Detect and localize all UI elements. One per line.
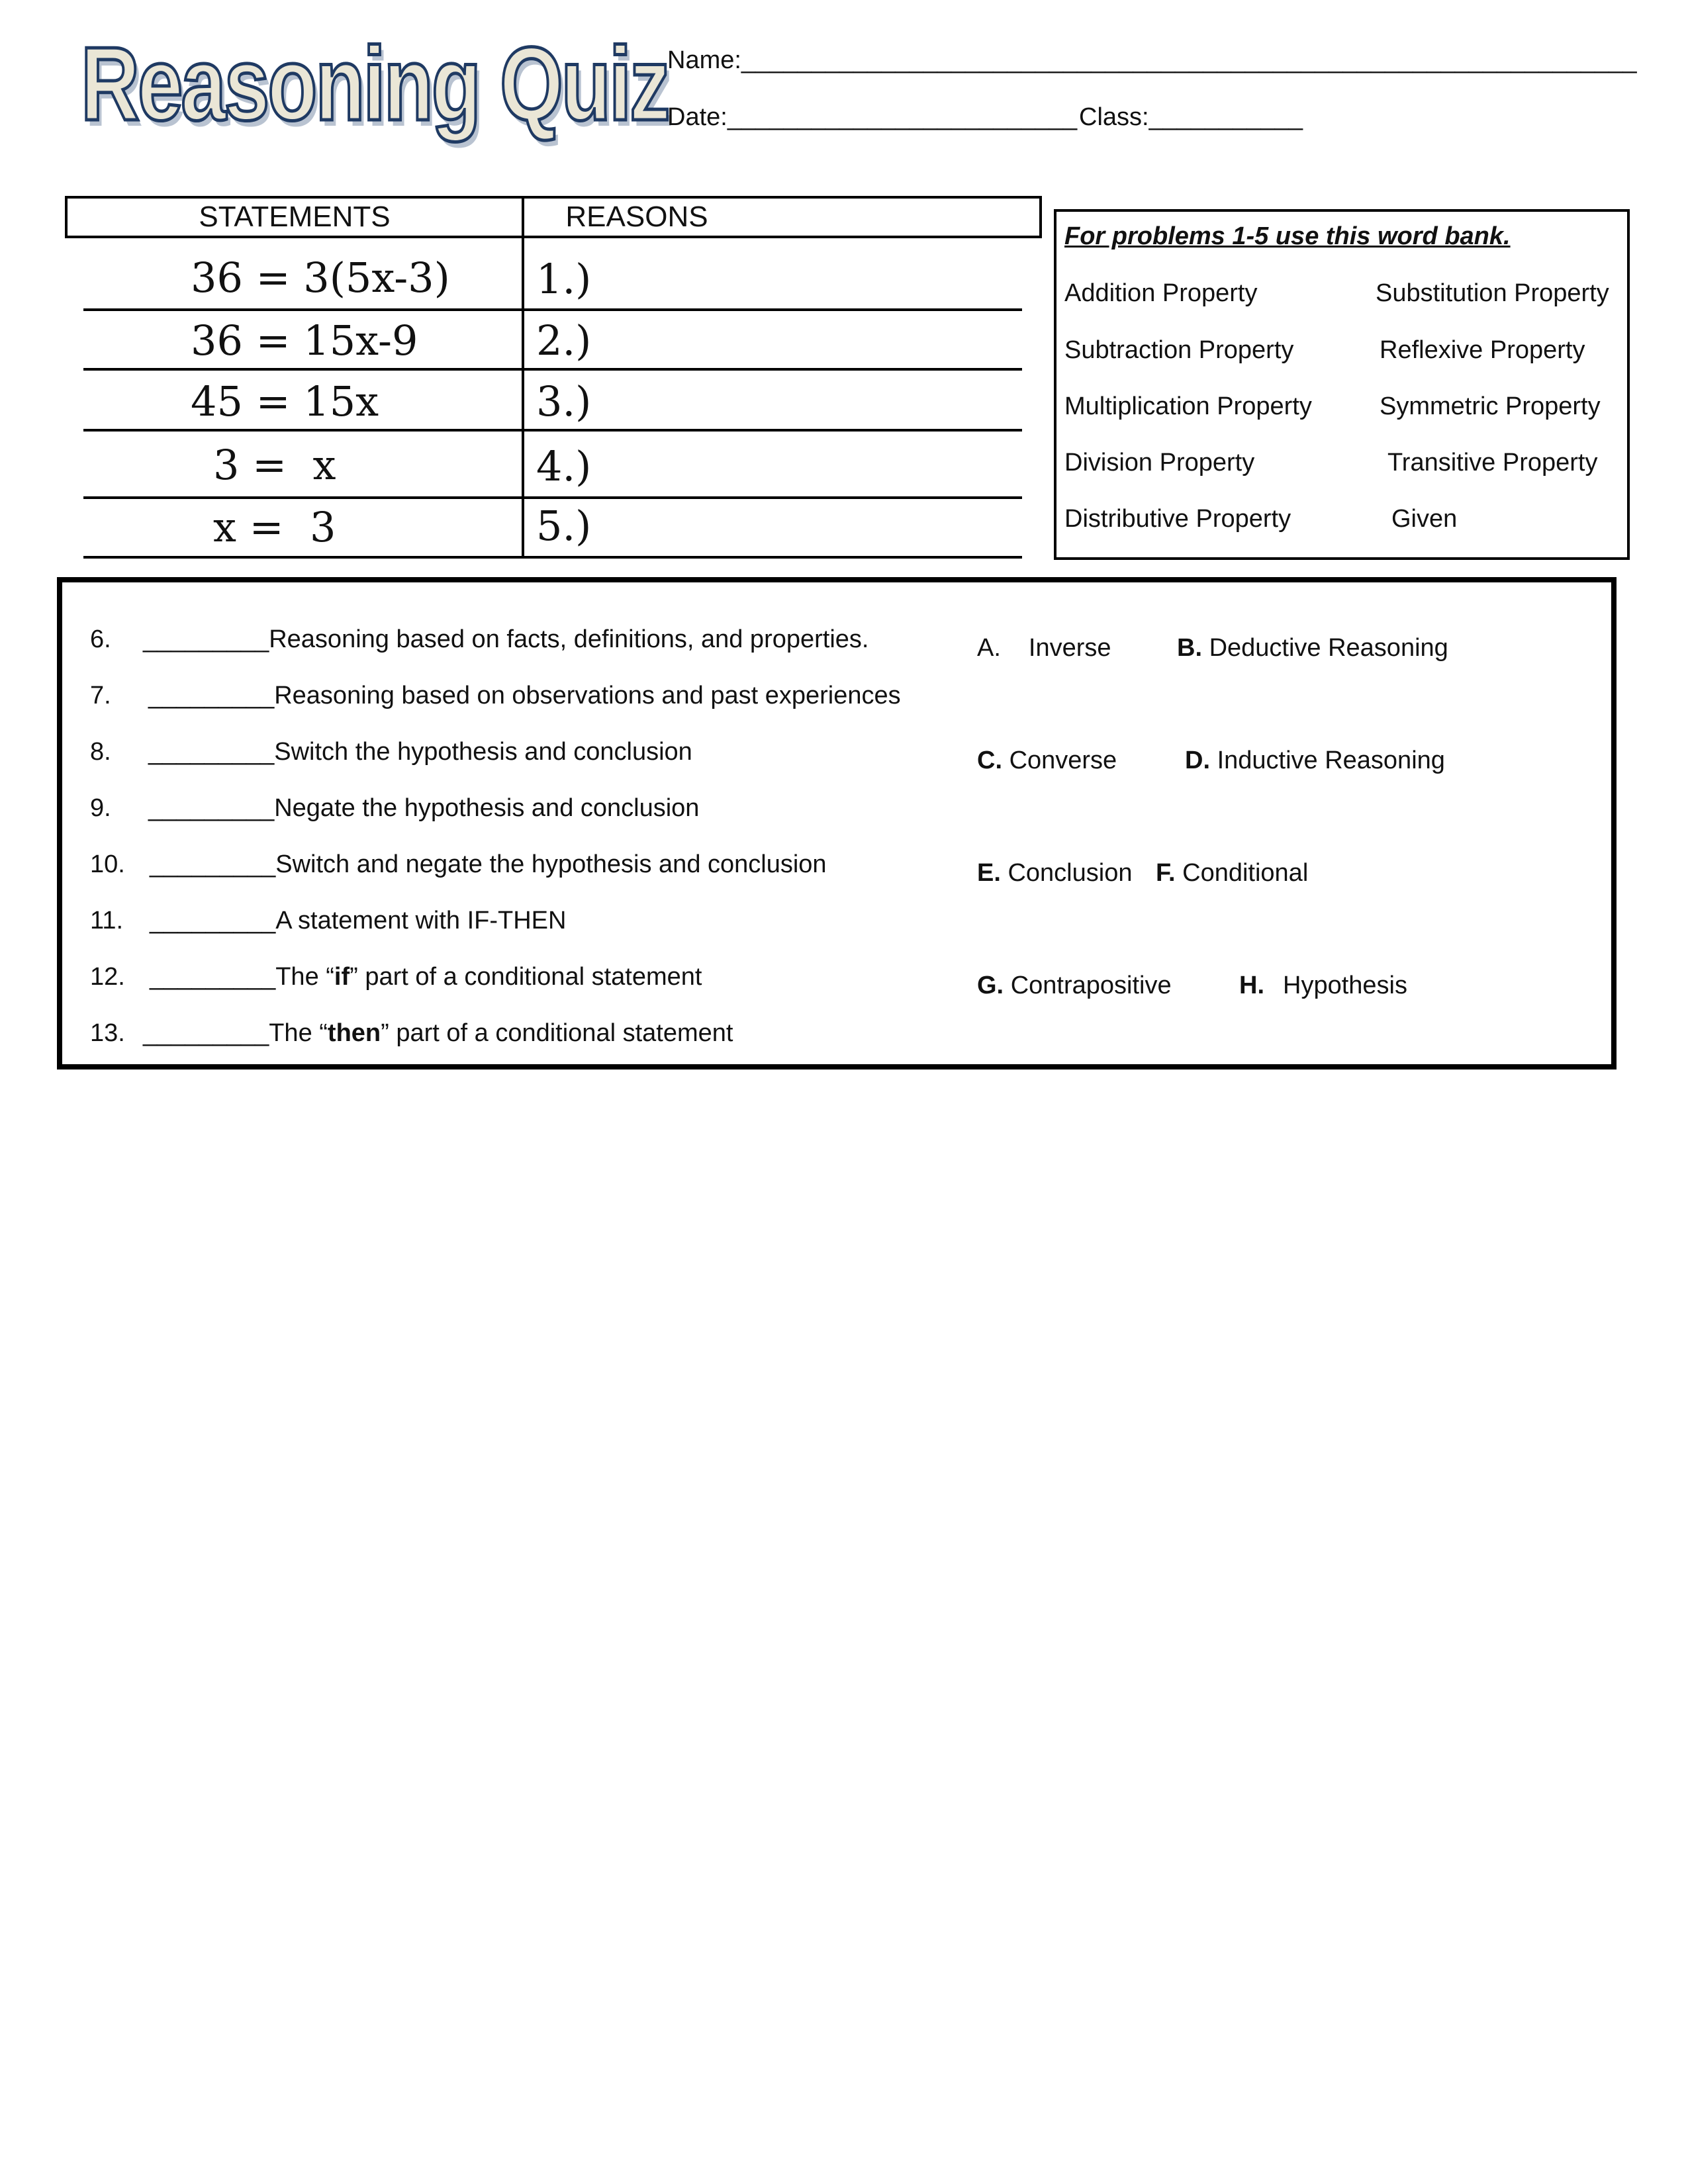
row-divider [83,496,1022,499]
question-text: Switch and negate the hypothesis and conclusion [275,850,827,878]
option-c: C. Converse [977,747,1117,774]
question-text: ” part of a conditional statement [350,963,702,991]
question-7 [148,682,901,710]
word-bank-item: Addition Property [1064,279,1258,307]
question-text: A statement with IF-THEN [275,907,567,934]
question-9 [148,794,699,823]
question-number: 7. [90,682,111,709]
question-text: The “ [275,963,334,991]
answer-blank[interactable]: _________ [143,1019,269,1047]
statement-1: 36 = 3(5x-3) [191,253,450,302]
question-text: ” part of a conditional statement [381,1019,733,1047]
statement-4: 3 = x [213,441,336,489]
question-6 [143,625,868,654]
question-keyword: if [334,963,350,991]
question-number: 13. [90,1019,125,1047]
table-divider [522,196,524,559]
word-bank-item: Multiplication Property [1064,392,1312,420]
statement-3: 45 = 15x [191,377,379,426]
question-number: 6. [90,625,111,653]
question-number: 12. [90,963,125,991]
reason-2[interactable]: 2.) [536,316,592,365]
question-8 [148,738,692,766]
row-divider [83,556,1022,559]
word-bank-title: For problems 1-5 use this word bank. [1064,222,1511,250]
option-f: F. Conditional [1156,859,1309,887]
row-divider [83,308,1022,311]
reason-4[interactable]: 4.) [536,442,592,490]
option-h: H. Hypothesis [1239,972,1407,999]
option-b: B. Deductive Reasoning [1177,634,1448,662]
answer-blank[interactable]: _________ [148,738,275,766]
answer-blank[interactable]: _________ [150,963,276,991]
question-12 [150,963,702,991]
answer-blank[interactable]: _________ [150,850,276,878]
word-bank-item: Reflexive Property [1380,336,1585,364]
name-field[interactable]: Name:________________________________________________________________ [667,46,1637,74]
question-keyword: then [327,1019,381,1047]
row-divider [83,368,1022,371]
question-number: 8. [90,738,111,766]
question-number: 11. [90,907,124,934]
word-bank-item: Transitive Property [1387,449,1598,477]
reasons-header: REASONS [565,201,708,233]
word-bank-item: Division Property [1064,449,1255,477]
question-13 [143,1019,733,1048]
option-a: A. Inverse [977,634,1111,662]
option-d: D. Inductive Reasoning [1185,747,1445,774]
question-text: Negate the hypothesis and conclusion [274,794,700,822]
question-text: The “ [269,1019,328,1047]
word-bank-item: Distributive Property [1064,505,1291,533]
answer-blank[interactable]: _________ [143,625,269,653]
question-number: 9. [90,794,111,822]
statement-5: x = 3 [213,503,336,551]
question-text: Reasoning based on facts, definitions, and properties. [269,625,869,653]
reason-3[interactable]: 3.) [536,377,592,426]
question-text: Switch the hypothesis and conclusion [274,738,692,766]
answer-blank[interactable]: _________ [148,682,275,709]
row-divider [83,429,1022,432]
answer-blank[interactable]: _________ [148,794,275,822]
statements-header: STATEMENTS [199,201,391,233]
question-10 [150,850,827,879]
word-bank-item: Subtraction Property [1064,336,1294,364]
reason-5[interactable]: 5.) [536,502,592,550]
word-bank-item: Given [1391,505,1458,533]
question-text: Reasoning based on observations and past experiences [274,682,901,709]
question-11 [150,907,566,935]
quiz-title: Reasoning Quiz [81,26,669,142]
reason-1[interactable]: 1.) [536,255,592,303]
word-bank-item: Substitution Property [1376,279,1609,307]
option-e: E. Conclusion [977,859,1133,887]
class-field[interactable]: Class:___________ [1079,103,1303,131]
option-g: G. Contrapositive [977,972,1172,999]
statement-2: 36 = 15x-9 [191,316,418,365]
date-field[interactable]: Date:_________________________ [667,103,1078,131]
question-number: 10. [90,850,125,878]
word-bank-item: Symmetric Property [1380,392,1601,420]
answer-blank[interactable]: _________ [150,907,276,934]
